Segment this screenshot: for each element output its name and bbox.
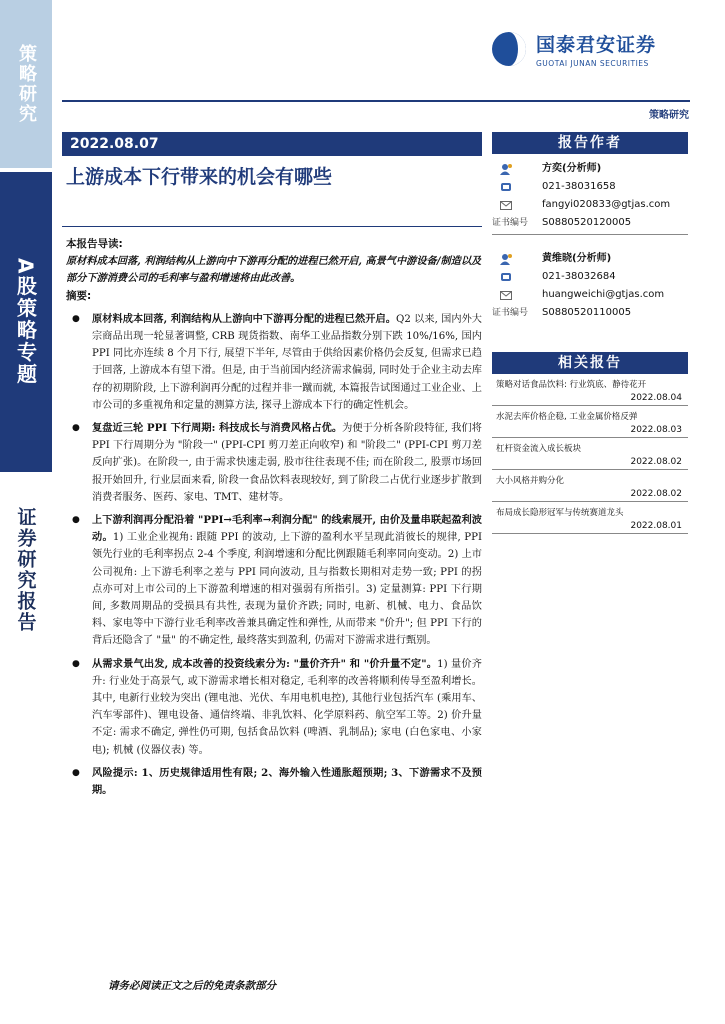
sidebar-topic-label: A股策略专题 bbox=[13, 258, 38, 386]
author-email-link[interactable]: fangyi020833@gtjas.com bbox=[542, 199, 671, 210]
related-reports-list bbox=[492, 374, 688, 534]
related-report-item[interactable] bbox=[492, 502, 688, 534]
header-category-tag: 策略研究 bbox=[649, 110, 689, 121]
author-divider bbox=[492, 234, 688, 235]
header-divider bbox=[62, 100, 690, 102]
sidebar-block-topic bbox=[0, 172, 52, 472]
sidebar-block-type bbox=[0, 480, 52, 660]
bullet-lead: 上下游利润再分配沿着 "PPI→毛利率→利润分配" 的线索展开, 由价及量串联起盈利波动。 bbox=[92, 514, 482, 544]
cert-label: 证书编号 bbox=[492, 308, 529, 318]
bullet-lead: 原材料成本回落, 利润结构从上游向中下游再分配的进程已然开启。 bbox=[92, 312, 396, 325]
report-date: 2022.08.07 bbox=[62, 132, 482, 156]
related-report-item[interactable] bbox=[492, 470, 688, 502]
bullet-text: Q2 以来, 国内外大宗商品出现一轮显著调整, CRB 现货指数、南华工业品指数分别下跌 10%/16%, 国内 PPI 同比亦连续 8 个月下行, 展望下半年, 尽管由于供给因素价格仍会反复, 但需求已趋于回落, 上游成本有望下滑。但是, 由于当前国内经济需求偏弱, 同时处于企业主动去库存的初期阶段, 上下游利润再分配的过程并非一蹴而就, 本篇报告试图通过工业企业、上市公司的多重视角和定量的测算方法, 探寻上游成本下行的确定性机会。 bbox=[92, 313, 482, 411]
phone-icon bbox=[500, 181, 512, 193]
author-name: 方奕(分析师) bbox=[542, 163, 602, 174]
phone-icon bbox=[500, 271, 512, 283]
email-icon bbox=[500, 289, 512, 301]
abstract-bullet bbox=[62, 765, 482, 799]
author-cert-number: S0880520120005 bbox=[542, 217, 632, 228]
logo-chinese-name: 国泰君安证券 bbox=[536, 34, 657, 56]
left-sidebar bbox=[0, 0, 52, 1024]
cert-label: 证书编号 bbox=[492, 218, 529, 228]
related-report-item[interactable] bbox=[492, 406, 688, 438]
logo-mark-icon bbox=[490, 30, 528, 68]
bullet-text: 1) 量价齐升: 行业处于高景气, 或下游需求增长相对稳定, 毛利率的改善将顺利传导至盈利增长。其中, 电新行业较为突出 (锂电池、光伏、车用电机电控), 其他行业包括汽车 (乘用车、汽车零部件)、锂电设备、通信终端、非乳饮料、化学原料药、航空军工等。2) 价升量不定: 需求不确定, 弹性仍可期, 包括食品饮料 (啤酒、乳制品); 家电 (白色家电、小家电); 机械 (仪器仪表) 等。 bbox=[92, 658, 482, 756]
intro-heading: 本报告导读: bbox=[66, 238, 123, 250]
company-logo bbox=[490, 28, 700, 70]
author-phone: 021-38031658 bbox=[542, 181, 616, 192]
intro-text: 原材料成本回落, 利润结构从上游向中下游再分配的进程已然开启, 高景气中游设备/制造以及部分下游消费公司的毛利率与盈利增速将由此改善。 bbox=[66, 255, 482, 285]
sidebar-type-label: 证券研究报告 bbox=[14, 507, 37, 633]
bullet-text: 1) 工业企业视角: 跟随 PPI 的波动, 上下游的盈利水平呈现此消彼长的规律, PPI 领先行业的毛利率拐点 2-4 个季度, 利润增速和分配比例跟随毛利率同向变动。2) 上市公司视角: 上下游毛利率之差与 PPI 同向波动, 且与指数长期相对走势一致; PPI 的拐点亦可对上市公司的上下游盈利增速的相对强弱有所指引。3) 定量测算: PPI 下行期间, 多数周期品的受损具有共性, 表现为量价齐跌; 同时, 电新、机械、电力、食品饮料、家电等中下游行业毛利率改善兼具确定性和弹性, 从而带来 "价升"; 但 PPI 下行的背后还隐含了 "量" 的不确定性, 最终落实到盈利, 仍需对下游需求进行甄别。 bbox=[92, 532, 483, 647]
related-report-date: 2022.08.03 bbox=[630, 425, 682, 435]
related-report-date: 2022.08.02 bbox=[630, 489, 682, 499]
related-report-title: 策略对话食品饮料: 行业筑底、静待花开 bbox=[496, 380, 647, 390]
related-heading: 相关报告 bbox=[492, 352, 688, 374]
abstract-bullet bbox=[62, 512, 482, 650]
related-report-date: 2022.08.01 bbox=[630, 521, 682, 531]
related-report-date: 2022.08.02 bbox=[630, 457, 682, 467]
abstract-bullet bbox=[62, 311, 482, 414]
abstract-bullet bbox=[62, 420, 482, 506]
abstract-bullet bbox=[62, 656, 482, 759]
bullet-lead: 复盘近三轮 PPI 下行周期: 科技成长与消费风格占优。 bbox=[92, 422, 343, 435]
report-body bbox=[62, 236, 482, 799]
person-icon bbox=[500, 253, 512, 265]
related-report-title: 杠杆资金流入成长板块 bbox=[496, 444, 582, 454]
related-report-date: 2022.08.04 bbox=[630, 393, 682, 403]
author-phone: 021-38032684 bbox=[542, 271, 616, 282]
author-email-link[interactable]: huangweichi@gtjas.com bbox=[542, 289, 665, 300]
sidebar-block-category bbox=[0, 0, 52, 168]
related-report-title: 布局成长隐形冠军与传统赛道龙头 bbox=[496, 508, 624, 518]
authors-heading: 报告作者 bbox=[492, 132, 688, 154]
related-report-title: 水泥去库价格企稳, 工业金属价格反弹 bbox=[496, 412, 638, 422]
bullet-lead: 风险提示: 1、历史规律适用性有限; 2、海外输入性通胀超预期; 3、下游需求不及预期。 bbox=[92, 766, 482, 797]
person-icon bbox=[500, 163, 512, 175]
related-report-item[interactable] bbox=[492, 374, 688, 406]
bullet-lead: 从需求景气出发, 成本改善的投资线索分为: "量价齐升" 和 "价升量不定"。 bbox=[92, 657, 438, 670]
report-title: 上游成本下行带来的机会有哪些 bbox=[66, 166, 333, 188]
related-report-item[interactable] bbox=[492, 438, 688, 470]
author-cert-number: S0880520110005 bbox=[542, 307, 632, 318]
bullet-text: 为便于分析各阶段特征, 我们将 PPI 下行周期分为 "阶段一" (PPI-CPI 剪刀差正向收窄) 和 "阶段二" (PPI-CPI 剪刀差反向扩张)。在阶段一, 由于需求快速走弱, 股市往往表现不佳; 而在阶段二, 股票市场回报开始回升, 行业层面来看, 阶段一食品饮料表现较好, 到了阶段二占优行业逐步扩散到消费者服务、医药、家电、TMT、建材等。 bbox=[92, 423, 482, 503]
abstract-heading: 摘要: bbox=[66, 289, 92, 302]
author-block bbox=[492, 250, 688, 322]
author-name: 黄维晓(分析师) bbox=[542, 253, 612, 264]
email-icon bbox=[500, 199, 512, 211]
logo-english-name: GUOTAI JUNAN SECURITIES bbox=[536, 59, 649, 68]
related-report-title: 大小风格并购分化 bbox=[496, 476, 565, 486]
disclaimer-note: 请务必阅读正文之后的免责条款部分 bbox=[108, 980, 276, 992]
author-block bbox=[492, 160, 688, 232]
title-divider bbox=[62, 226, 482, 227]
sidebar-category-label: 策略研究 bbox=[16, 44, 37, 124]
